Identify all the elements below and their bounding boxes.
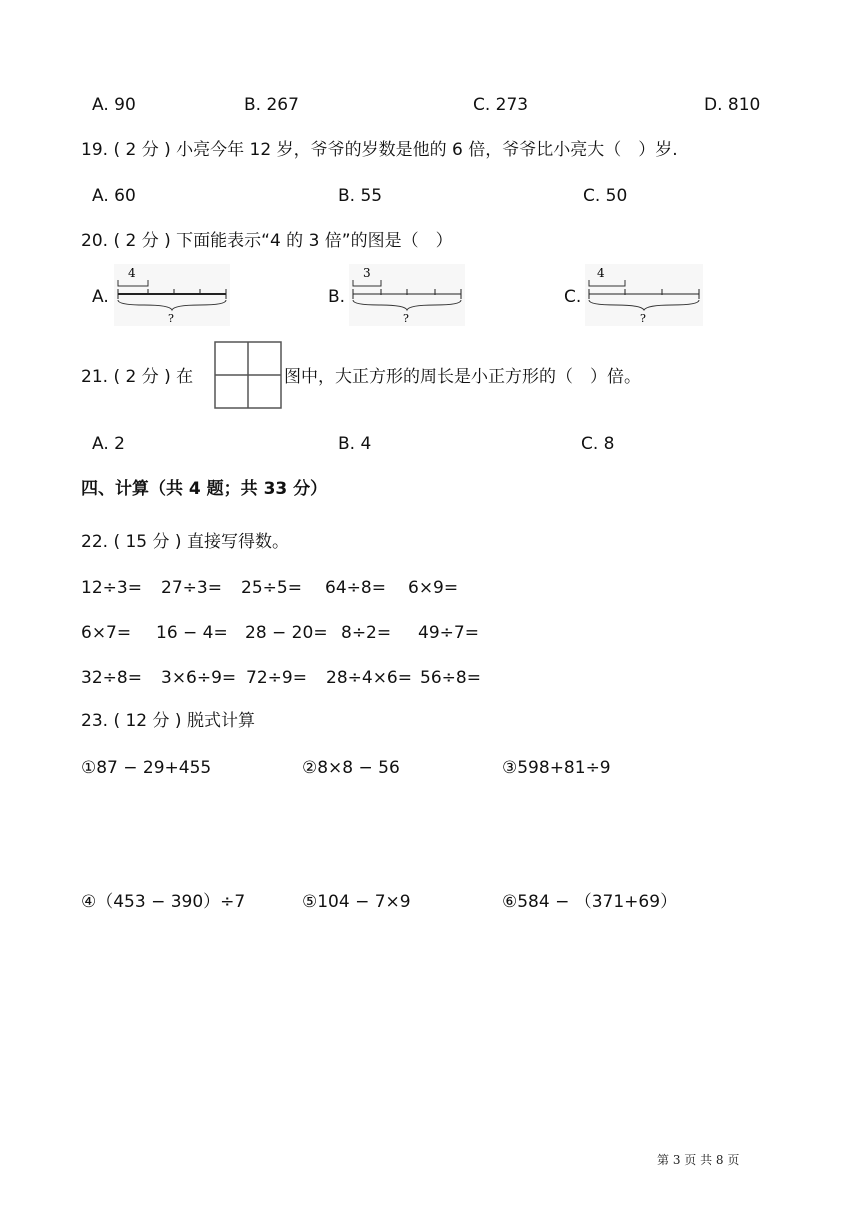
q23-item-6: ⑥584 − （371+69） (502, 892, 678, 912)
q20-option-b-label: B. (328, 287, 346, 307)
q22-expression: 49÷7= (418, 623, 479, 643)
q21-stem-before: 21. ( 2 分 ) 在 (81, 367, 194, 387)
q23-stem: 23. ( 12 分 ) 脱式计算 (81, 711, 255, 731)
q22-expression: 6×7= (81, 623, 132, 643)
section-title: 四、计算（共 4 题；共 33 分） (81, 479, 328, 499)
q23-item-3: ③598+81÷9 (502, 758, 611, 778)
q22-expression: 27÷3= (161, 578, 222, 598)
bottom-value-label: ? (640, 312, 646, 325)
q22-expression: 72÷9= (246, 668, 307, 688)
q20-option-b-diagram (349, 264, 465, 326)
page-number-footer: 第 3 页 共 8 页 (657, 1153, 740, 1167)
bottom-value-label: ? (403, 312, 409, 325)
q21-option-a: A. 2 (92, 434, 125, 454)
q20-option-a-label: A. (92, 287, 109, 307)
q22-expression: 16 − 4= (156, 623, 228, 643)
q19-option-a: A. 60 (92, 186, 136, 206)
q22-expression: 25÷5= (241, 578, 302, 598)
q23-item-2: ②8×8 − 56 (302, 758, 400, 778)
q18-option-a: A. 90 (92, 95, 136, 115)
q22-expression: 32÷8= (81, 668, 142, 688)
q23-item-4: ④（453 − 390）÷7 (81, 892, 246, 912)
bottom-value-label: ? (168, 312, 174, 325)
top-value-label: 4 (128, 266, 136, 280)
q21-option-c: C. 8 (581, 434, 615, 454)
q22-expression: 6×9= (408, 578, 459, 598)
q20-stem: 20. ( 2 分 ) 下面能表示“4 的 3 倍”的图是（ ） (81, 231, 453, 251)
q18-option-b: B. 267 (244, 95, 299, 115)
top-value-label: 4 (597, 266, 605, 280)
q21-stem-after: 图中，大正方形的周长是小正方形的（ ）倍。 (284, 367, 641, 387)
q19-option-c: C. 50 (583, 186, 628, 206)
square-grid-figure (214, 341, 282, 409)
q19-option-b: B. 55 (338, 186, 383, 206)
q20-option-c-label: C. (564, 287, 582, 307)
q22-expression: 3×6÷9= (161, 668, 237, 688)
q18-option-c: C. 273 (473, 95, 529, 115)
q22-expression: 12÷3= (81, 578, 142, 598)
q19-stem: 19. ( 2 分 ) 小亮今年 12 岁，爷爷的岁数是他的 6 倍，爷爷比小亮大（ ）岁. (81, 140, 678, 160)
q23-item-5: ⑤104 − 7×9 (302, 892, 411, 912)
q22-expression: 28÷4×6= (326, 668, 412, 688)
q22-expression: 8÷2= (341, 623, 392, 643)
q22-expression: 28 − 20= (245, 623, 328, 643)
q20-option-c-diagram (585, 264, 703, 326)
top-value-label: 3 (363, 266, 371, 280)
q21-option-b: B. 4 (338, 434, 372, 454)
q20-option-a-diagram (114, 264, 230, 326)
q23-item-1: ①87 − 29+455 (81, 758, 212, 778)
q22-expression: 56÷8= (420, 668, 481, 688)
q18-option-d: D. 810 (704, 95, 761, 115)
q22-expression: 64÷8= (325, 578, 386, 598)
q22-stem: 22. ( 15 分 ) 直接写得数。 (81, 532, 289, 552)
